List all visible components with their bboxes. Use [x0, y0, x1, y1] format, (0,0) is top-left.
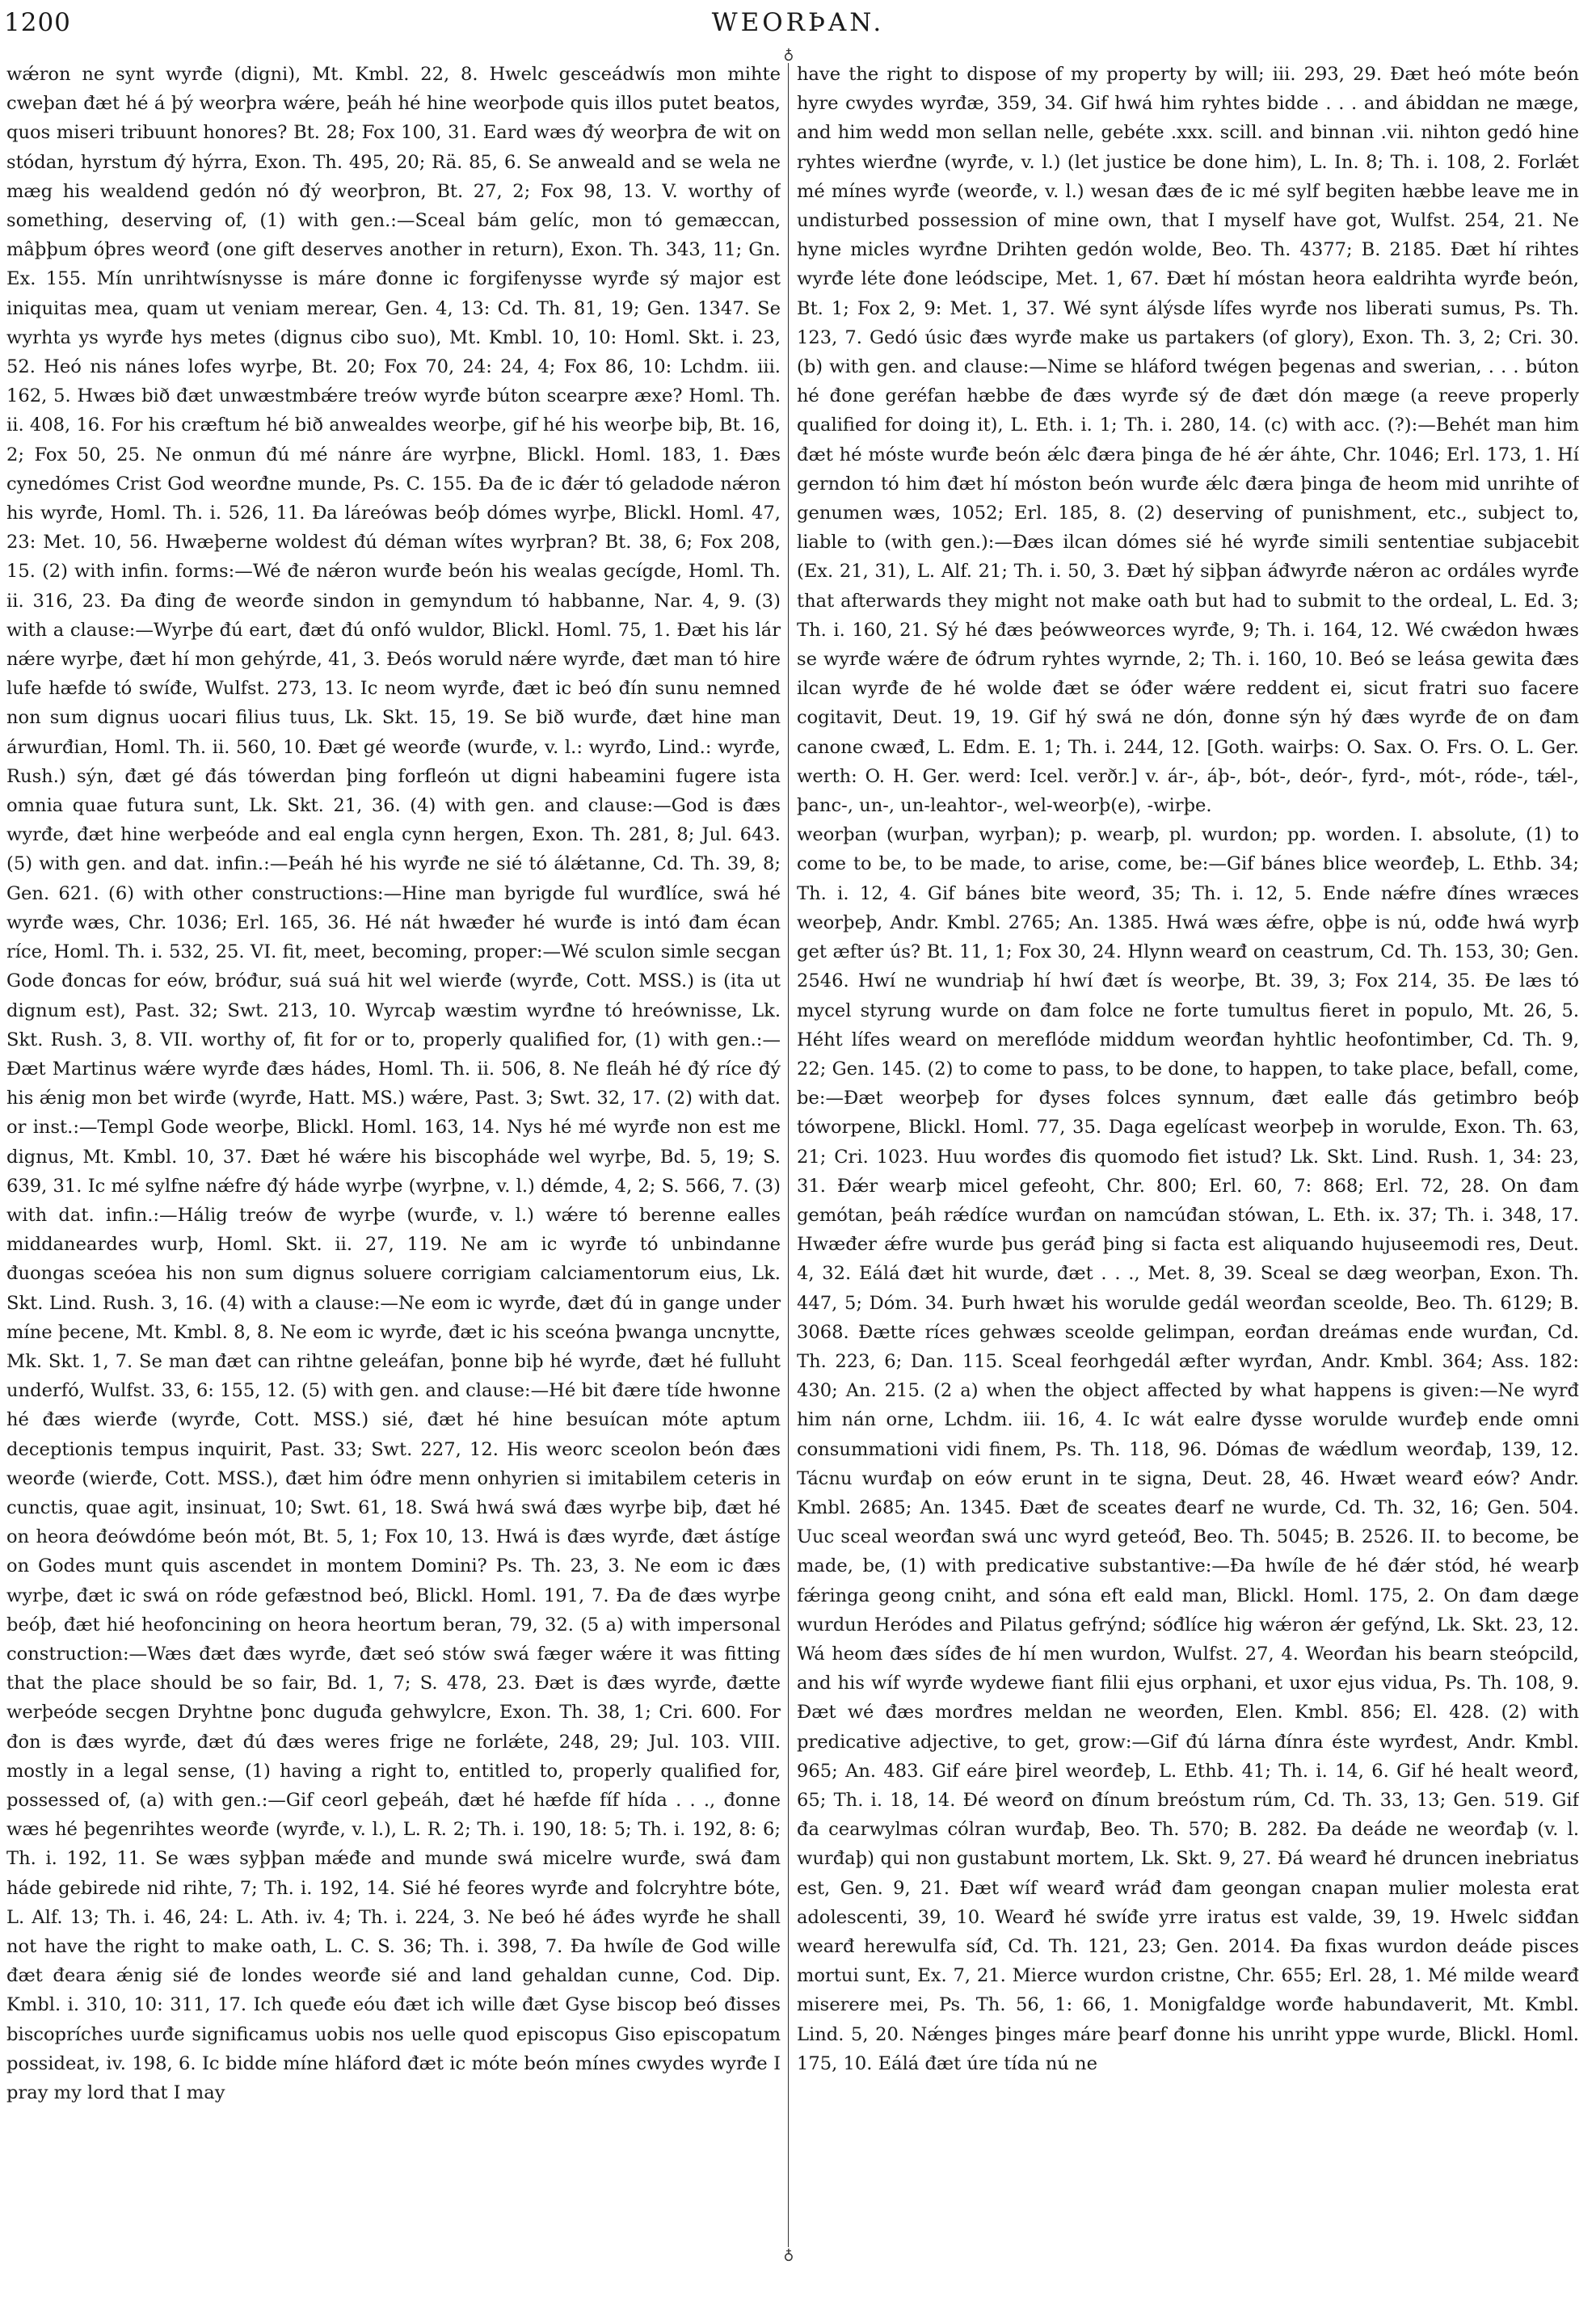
entry-text: wǽron ne synt wyrđe (digni), Mt. Kmbl. 22, 8. Hwelc gesceádwís mon mihte cweþan đæt hé á þý weorþra wǽre, þeáh hé hine weorþode quis illos putet beatos, quos miseri tribuunt honores? Bt. 28; Fox 100, 31. Eard wæs đý weorþra đe wit on stódan, hyrstum đý hýrra, Exon. Th. 495, 20; Rä. 85, 6. Se anweald and se wela ne mæg his wealdend gedón nó đý weorþron, Bt. 27, 2; Fox 98, 13. V. worthy of something, deserving of, (1) with gen.:—Sceal bám gelíc, mon tó gemæccan, mâþþum óþres weorđ (one gift deserves another in return), Exon. Th. 343, 11; Gn. Ex. 155. Mín unrihtwísnysse is máre đonne ic forgifenysse wyrđe sý major est iniquitas mea, quam ut veniam merear, Gen. 4, 13: Cd. Th. 81, 19; Gen. 1347. Se wyrhta ys wyrđe hys metes (dignus cibo suo), Mt. Kmbl. 10, 10: Homl. Skt. i. 23, 52. Heó nis nánes lofes wyrþe, Bt. 20; Fox 70, 24: 24, 4; Fox 86, 10: Lchdm. iii. 162, 5. Hwæs bið đæt unwæstmbǽre treów wyrđe búton scearpre æxe? Homl. Th. ii. 408, 16. For his cræftum hé bið anwealdes weorþe, gif hé his weorþe biþ, Bt. 16, 2; Fox 50, 25. Ne onmun đú mé nánre áre wyrþne, Blickl. Homl. 183, 1. Đæs cynedómes Crist God weorđne munde, Ps. C. 155. Đa đe ic đǽr tó geladode nǽron his wyrđe, Homl. Th. i. 526, 11. Đa láreówas beóþ dómes wyrþe, Blickl. Homl. 47, 23: Met. 10, 56. Hwæþerne woldest đú déman wítes wyrþran? Bt. 38, 6; Fox 208, 15. (2) with infin. forms:—Wé đe nǽron wurđe beón his wealas gecígde, Homl. Th. ii. 316, 23. Đa đing đe weorđe sindon in gemyndum tó habbanne, Nar. 4, 9. (3) with a clause:—Wyrþe đú eart, đæt đú onfó wuldor, Blickl. Homl. 75, 1. Đæt his lár nǽre wyrþe, đæt hí mon gehýrde, 41, 3. Đeós woruld nǽre wyrđe, đæt man tó hire lufe hæfde tó swíđe, Wulfst. 273, 13. Ic neom wyrđe, đæt ic beó đín sunu nemned non sum dignus uocari filius tuus, Lk. Skt. 15, 19. Se bið wurđe, đæt hine man árwurđian, Homl. Th. ii. 560, 10. Đæt gé weorđe (wurđe, v. l.: wyrđo, Lind.: wyrđe, Rush.) sýn, đæt gé đás tówerdan þing forfleón ut digni habeamini fugere ista omnia quae futura sunt, Lk. Skt. 21, 36. (4) with gen. and clause:—God is đæs wyrđe, đæt hine werþeóde and eal engla cynn hergen, Exon. Th. 281, 8; Jul. 643. (5) with gen. and dat. infin.:—Þeáh hé his wyrđe ne sié tó álǽtanne, Cd. Th. 39, 8; Gen. 621. (6) with other constructions:—Hine man byrigde ful wurđlíce, swá hé wyrđe wæs, Chr. 1036; Erl. 165, 36. Hé nát hwæđer hé wurđe is intó đam écan ríce, Homl. Th. i. 532, 25. VI. fit, meet, becoming, proper:—Wé sculon simle secgan Gode đoncas for eów, bróđur, suá suá hit wel wierđe (wyrđe, Cott. MSS.) is (ita ut dignum est), Past. 32; Swt. 213, 10. Wyrcaþ wæstim wyrđne tó hreównisse, Lk. Skt. Rush. 3, 8. VII. worthy of, fit for or to, properly qualified for, (1) with gen.:—Đæt Martinus wǽre wyrđe đæs hádes, Homl. Th. ii. 506, 8. Ne fleáh hé đý ríce đý his ǽnig mon bet wirđe (wyrđe, Hatt. MS.) wǽre, Past. 3; Swt. 32, 17. (2) with dat. or inst.:—Templ Gode weorþe, Blickl. Homl. 163, 14. Nys hé mé wyrđe non est me dignus, Mt. Kmbl. 10, 37. Đæt hé wǽre his biscopháde wel wyrþe, Bd. 5, 19; S. 639, 31. Ic mé sylfne nǽfre đý háde wyrþe (wyrþne, v. l.) démde, 4, 2; S. 566, 7. (3) with dat. infin.:—Hálig treów đe wyrþe (wurđe, v. l.) wǽre tó berenne ealles middaneardes wurþ, Homl. Skt. ii. 27, 119. Ne am ic wyrđe tó unbindanne đuongas sceóea his non sum dignus soluere corrigiam calciamentorum eius, Lk. Skt. Lind. Rush. 3, 16. (4) with a clause:—Ne eom ic wyrđe, đæt đú in gange under míne þecene, Mt. Kmbl. 8, 8. Ne eom ic wyrđe, đæt ic his sceóna þwanga uncnytte, Mk. Skt. 1, 7. Se man đæt can rihtne geleáfan, þonne biþ hé wyrđe, đæt hé fulluht underfó, Wulfst. 33, 6: 155, 12. (5) with gen. and clause:—Hé bit đære tíde hwonne hé đæs wierđe (wyrđe, Cott. MSS.) sié, đæt hé hine besuícan móte aptum deceptionis tempus inquirit, Past. 33; Swt. 227, 12. His weorc sceolon beón đæs weorđe (wierđe, Cott. MSS.), đæt him óđre menn onhyrien si imitabilem ceteris in cunctis, quae agit, insinuat, 10; Swt. 61, 18. Swá hwá swá đæs wyrþe biþ, đæt hé on heora đeówdóme beón mót, Bt. 5, 1; Fox 10, 13. Hwá is đæs wyrđe, đæt ástíge on Godes munt quis ascendet in montem Domini? Ps. Th. 23, 3. Ne eom ic đæs wyrþe, đæt ic swá on róde gefæstnod beó, Blickl. Homl. 191, 7. Đa đe đæs wyrþe beóþ, đæt hié heofoncining on heora heortum beran, 79, 32. (5 a) with impersonal construction:—Wæs đæt đæs wyrđe, đæt seó stów swá fæger wǽre it was fitting that the place should be so fair, Bd. 1, 7; S. 478, 23. Đæt is đæs wyrđe, đætte werþeóde secgen Dryhtne þonc duguđa gehwylcre, Exon. Th. 38, 1; Cri. 600. For đon is đæs wyrđe, đæt đú đæs weres frige ne forlǽte, 248, 29; Jul. 103. VIII. mostly in a legal sense, (1) having a right to, entitled to, properly qualified for, possessed of, (a) with gen.:—Gif ceorl geþeáh, đæt hé hæfde fíf hída . . ., đonne wæs hé þegenrihtes weorđe (wyrđe, v. l.), L. R. 2; Th. i. 190, 18: 5; Th. i. 192, 8: 6; Th. i. 192, 11. Se wæs syþþan mǽđe and munde swá micelre wurđe, swá đam háde gebirede nid rihte, 7; Th. i. 192, 14. Sié hé feores wyrđe and folcryhtre bóte, L. Alf. 13; Th. i. 46, 24: L. Ath. iv. 4; Th. i. 224, 3. Ne beó hé áđes wyrđe he shall not have the right to make oath, L. C. S. 36; Th. i. 398, 7. Đa hwíle đe God wille đæt đeara ǽnig sié đe londes weorđe sié and land gehaldan cunne, Cod. Dip. Kmbl. i. 310, 10: 311, 17. Ich queđe eóu đæt ich wille đæt Gyse biscop beó đisses biscopríches uurđe significamus uobis nos uelle quod episcopus Giso episcopatum possideat, iv. 198, 6. Ic bidde míne hláford đæt ic móte beón mínes cwydes wyrđe I pray my lord that I may	[6, 64, 781, 2104]
bottom-ornament: ♁	[781, 2247, 797, 2263]
column-divider	[788, 53, 789, 2253]
top-ornament: ♁	[781, 47, 797, 63]
running-headword: WEORÞAN.	[711, 8, 885, 37]
right-column	[797, 60, 1579, 2246]
left-column	[6, 60, 781, 2246]
entry-text: weorþan (wurþan, wyrþan); p. wearþ, pl. wurdon; pp. worden. I. absolute, (1) to come to be, to be made, to arise, come, be:—Gif bánes blice weorđeþ, L. Ethb. 34; Th. i. 12, 4. Gif bánes bite weorđ, 35; Th. i. 12, 5. Ende nǽfre đínes wræces weorþeþ, Andr. Kmbl. 2765; An. 1385. Hwá wæs ǽfre, oþþe is nú, odđe hwá wyrþ get æfter ús? Bt. 11, 1; Fox 30, 24. Hlynn wearđ on ceastrum, Cd. Th. 153, 30; Gen. 2546. Hwí ne wundriaþ hí hwí đæt ís weorþe, Bt. 39, 3; Fox 214, 35. Đe læs tó mycel styrung wurde on đam folce ne forte tumultus fieret in populo, Mt. 26, 5. Héht lífes weard on mereflóde middum weorđan hyhtlic heofontimber, Cd. Th. 9, 22; Gen. 145. (2) to come to pass, to be done, to happen, to take place, befall, come, be:—Đæt weorþeþ for đyses folces synnum, đæt ealle đás getimbro beóþ tóworpene, Blickl. Homl. 77, 35. Daga egelícast weorþeþ in woruldе, Exon. Th. 63, 21; Cri. 1023. Huu worđes đis quomodo fiet istud? Lk. Skt. Lind. Rush. 1, 34: 23, 31. Đǽr wearþ micel gefeoht, Chr. 800; Erl. 60, 7: 868; Erl. 72, 28. On đam gemótan, þeáh rǽdíce wurđan on namcúđan stówan, L. Eth. ix. 37; Th. i. 348, 17. Hwæđer ǽfre wurde þus geráđ þing si facta est aliquando hujuseemodi res, Deut. 4, 32. Eálá đæt hit wurde, đæt . . ., Met. 8, 39. Sceal se dæg weorþan, Exon. Th. 447, 5; Dóm. 34. Þurh hwæt his worulde gedál weorđan sceolde, Beo. Th. 6129; B. 3068. Đætte ríces gehwæs sceolde gelimpan, eorđan dreámas ende wurđan, Cd. Th. 223, 6; Dan. 115. Sceal feorhgedál æfter wyrđan, Andr. Kmbl. 364; Ass. 182: 430; An. 215. (2 a) when the object affected by what happens is given:—Ne wyrđ him nán orne, Lchdm. iii. 16, 4. Ic wát ealre đysse worulde wurđeþ ende omni consummationi vidi finem, Ps. Th. 118, 96. Dómas đe wǽdlum weorđaþ, 139, 12. Tácnu wurđaþ on eów erunt in te signa, Deut. 28, 46. Hwæt wearđ eów? Andr. Kmbl. 2685; An. 1345. Đæt đe sceates đearf ne wurde, Cd. Th. 32, 16; Gen. 504. Uuc sceal weorđan swá unc wyrd geteóđ, Beo. Th. 5045; B. 2526. II. to become, be made, be, (1) with predicative substantive:—Đa hwíle đe hé đǽr stód, hé wearþ fǽringa geong cniht, and sóna eft eald man, Blickl. Homl. 175, 2. On đam dæge wurdun Heródes and Pilatus gefrýnd; sóđlíce hig wǽron ǽr gefýnd, Lk. Skt. 23, 12. Wá heom đæs síđes đe hí men wurdon, Wulfst. 27, 4. Weorđan his bearn steópcild, and his wíf wyrđe wydewe fiant filii ejus orphani, et uxor ejus vidua, Ps. Th. 108, 9. Đæt wé đæs morđres meldan ne weorđen, Elen. Kmbl. 856; El. 428. (2) with predicative adjective, to get, grow:—Gif đú lárna đínra éste wyrđest, Andr. Kmbl. 965; An. 483. Gif eáre þirel weorđeþ, L. Ethb. 41; Th. i. 14, 6. Gif hé healt weorđ, 65; Th. i. 18, 14. Đé weorđ on đínum breóstum rúm, Cd. Th. 33, 13; Gen. 519. Gif đa cearwylmas cólran wurđaþ, Beo. Th. 570; B. 282. Đa deáde ne weorđaþ (v. l. wurđaþ) qui non gustabunt mortem, Lk. Skt. 9, 27. Đá wearđ hé druncen inebriatus est, Gen. 9, 21. Đæt wíf wearđ wráđ đam geongan cnapan mulier molesta erat adolescenti, 39, 10. Wearđ hé swíđe yrre iratus est valde, 39, 19. Hwelc siđđan wearđ herewulfa síđ, Cd. Th. 121, 23; Gen. 2014. Đa fixas wurdon deáde pisces mortui sunt, Ex. 7, 21. Mierce wurdon cristne, Chr. 655; Erl. 28, 1. Mé milde wearđ miserere mei, Ps. Th. 56, 1: 66, 1. Monigfaldge worđe habundaverit, Mt. Kmbl. Lind. 5, 20. Nǽnges þinges máre þearf đonne his unriht yppe wurde, Blickl. Homl. 175, 10. Eálá đæt úre tída nú ne	[797, 824, 1579, 2074]
entry-text: have the right to dispose of my property by will; iii. 293, 29. Đæt heó móte beón hyre cwydes wyrđæ, 359, 34. Gif hwá him ryhtes bidde . . . and ábiddan ne mæge, and him wedd mon sellan nelle, gebéte .xxx. scill. and binnan .vii. nihton gedó hine ryhtes wierđne (wyrđe, v. l.) (let justice be done him), L. In. 8; Th. i. 108, 2. Forlǽt mé mínes wyrđe (weorđe, v. l.) wesan đæs đe ic mé sylf begiten hæbbe leave me in undisturbed possession of mine own, that I myself have got, Wulfst. 254, 21. Ne hyne micles wyrđne Drihten gedón wolde, Beo. Th. 4377; B. 2185. Đæt hí rihtes wyrđe léte đone leódscipe, Met. 1, 67. Đæt hí móstan heora ealdrihta wyrđe beón, Bt. 1; Fox 2, 9: Met. 1, 37. Wé synt álýsde lífes wyrđe nos liberati sumus, Ps. Th. 123, 7. Gedó úsic đæs wyrđe make us partakers (of glory), Exon. Th. 3, 2; Cri. 30. (b) with gen. and clause:—Nime se hláford twégen þegenas and swerian, . . . búton hé đone geréfan hæbbe đe đæs wyrđe sý đe đæt dón mæge (a reeve properly qualified for doing it), L. Eth. i. 1; Th. i. 280, 14. (c) with acc. (?):—Behét man him đæt hé móste wurđe beón ǽlc đæra þinga đe hé ǽr áhte, Chr. 1046; Erl. 173, 1. Hí gerndon tó him đæt hí móston beón wurđe ǽlc đæra þinga đe heom mid unrihte of genumen wæs, 1052; Erl. 185, 8. (2) deserving of punishment, etc., subject to, liable to (with gen.):—Đæs ilcan dómes sié hé wyrđe simili sententiae subjacebit (Ex. 21, 31), L. Alf. 21; Th. i. 50, 3. Đæt hý siþþan áđwyrđe nǽron ac ordáles wyrđe that afterwards they might not make oath but had to submit to the ordeal, L. Ed. 3; Th. i. 160, 21. Sý hé đæs þeówweorces wyrđe, 9; Th. i. 164, 12. Wé cwǽdon hwæs se wyrđe wǽre đe óđrum ryhtes wyrnde, 2; Th. i. 160, 10. Beó se leása gewita đæs ilcan wyrđe đe hé wolde đæt se óđer wǽre reddent ei, sicut fratri suo facere cogitavit, Deut. 19, 19. Gif hý swá ne dón, đonne sýn hý đæs wyrđe đe on đam canone cwæđ, L. Edm. E. 1; Th. i. 244, 12. [Goth. wairþs: O. Sax. O. Frs. O. L. Ger. werth: O. H. Ger. werd: Icel. verðr.] v. ár-, áþ-, bót-, deór-, fyrd-, mót-, róde-, tǽl-, þanc-, un-, un-leahtor-, wel-weorþ(e), -wirþe.	[797, 64, 1579, 817]
page-number: 1200	[4, 8, 71, 37]
page-header	[0, 5, 1596, 47]
